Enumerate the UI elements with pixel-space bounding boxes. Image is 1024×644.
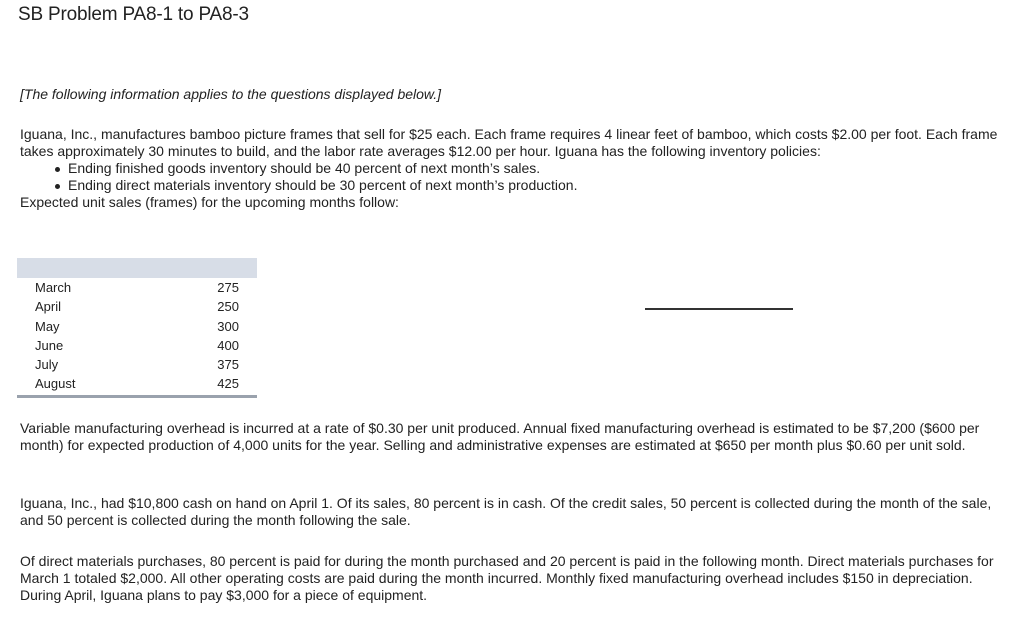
units-cell: 425 [217,376,239,392]
month-cell: July [35,357,59,373]
table-row [17,278,257,297]
table-row [17,297,257,316]
overhead-paragraph: Variable manufacturing overhead is incurred at a rate of $0.30 per unit produced. Annual fixed manufacturing overhead is estimated to be $7,200 ($600 per month) for expected production of 4,000 units for the year. Selling and administrative expenses are estimated at $650 per month plus $0.60 per unit sold. [20,420,980,453]
month-cell: May [35,318,60,334]
purchases-paragraph: Of direct materials purchases, 80 percent is paid for during the month purchased and 20 percent is paid in the following month. Direct materials purchases for March 1 totaled $2,000. All other operating costs are paid during the month incurred. Monthly fixed manufacturing overhead includes $150 in depreciation. During April, Iguana plans to pay $3,000 for a piece of equipment. [20,553,994,603]
month-cell: August [35,376,76,392]
page-title: SB Problem PA8-1 to PA8-3 [18,4,249,25]
inventory-policies-list [20,160,1016,194]
units-cell: 375 [217,357,239,373]
table-row [17,355,257,374]
month-cell: March [35,280,72,295]
policy-item: Ending direct materials inventory should be 30 percent of next month’s production. [68,177,1016,194]
cash-paragraph: Iguana, Inc., had $10,800 cash on hand on April 1. Of its sales, 80 percent is in cash. Of the credit sales, 50 percent is collected during the month of the sale, and 50 percent is collected during the month following the sale. [20,495,992,528]
sales-table [17,258,257,398]
table-row [17,336,257,355]
divider-line [645,308,793,310]
policy-item: Ending finished goods inventory should be 40 percent of next month’s sales. [68,160,1016,177]
month-cell: June [35,337,64,353]
table-row [17,317,257,336]
table-header-bar [17,258,257,278]
table-footer-bar [17,395,257,398]
month-cell: April [35,299,62,315]
units-cell: 400 [217,337,239,353]
intro-section [20,126,1016,211]
table-row [17,374,257,393]
sales-intro: Expected unit sales (frames) for the upcoming months follow: [20,194,399,210]
units-cell: 300 [217,318,239,334]
units-cell: 250 [217,299,239,315]
intro-paragraph: Iguana, Inc., manufactures bamboo picture frames that sell for $25 each. Each frame requires 4 linear feet of bamboo, which costs $2.00 per foot. Each frame takes approximately 30 minutes to build, and the labor rate averages $12.00 per hour. Iguana has the following inventory policies: [20,126,998,159]
units-cell: 275 [217,280,239,295]
info-note: [The following information applies to the questions displayed below.] [20,86,442,102]
